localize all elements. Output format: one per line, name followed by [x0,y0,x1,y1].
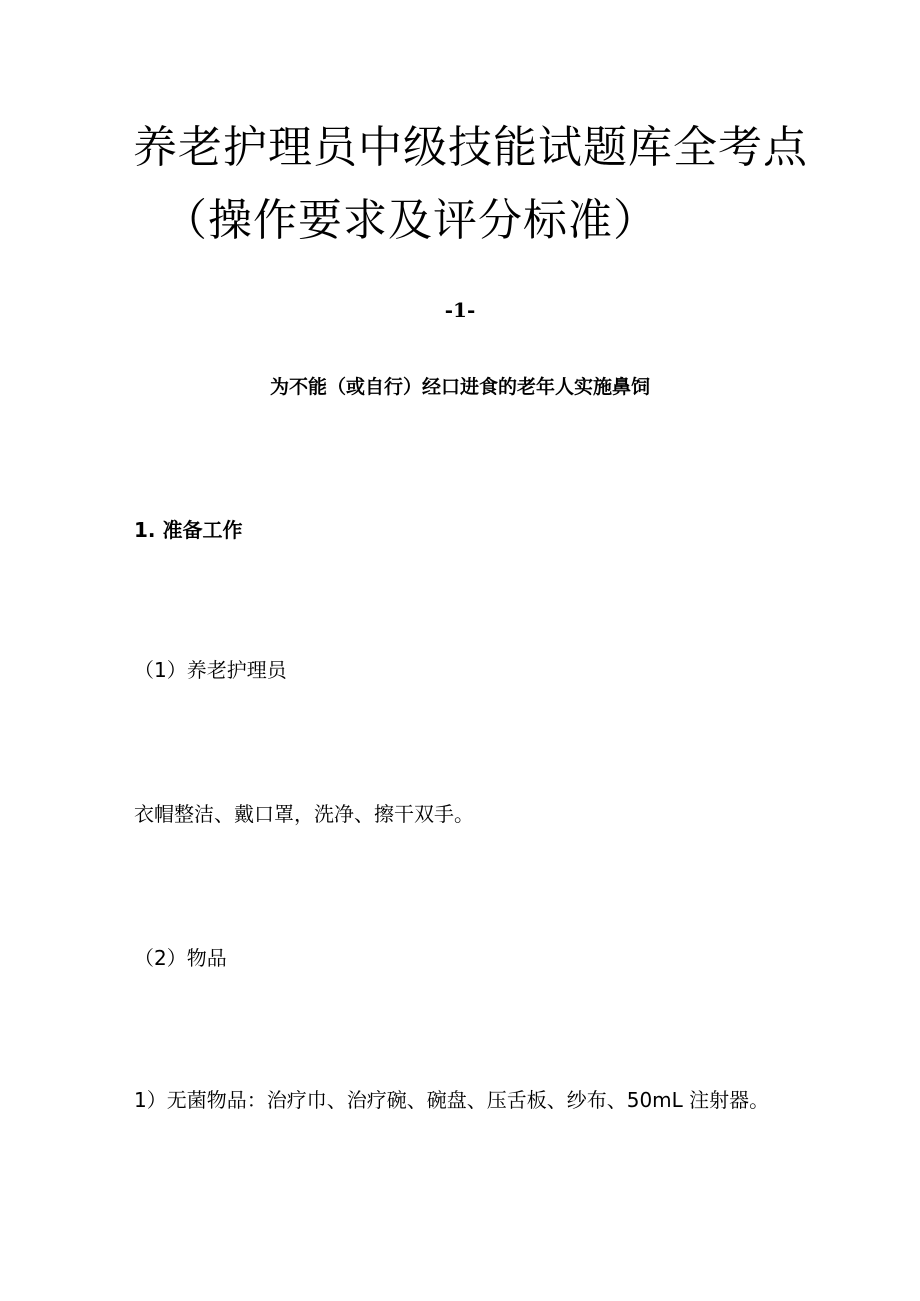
subsection-heading-preparation: 1. 准备工作 [134,518,243,542]
paragraph-sterile-supplies: 1）无菌物品：治疗巾、治疗碗、碗盘、压舌板、纱布、50mL 注射器。 [134,1088,770,1112]
document-title-line-1: 养老护理员中级技能试题库全考点 [133,122,808,173]
section-heading: 为不能（或自行）经口进食的老年人实施鼻饲 [269,376,650,398]
document-title-line-2: （操作要求及评分标准） [163,195,658,246]
list-item-supplies: （2）物品 [134,946,227,970]
paragraph-caregiver-requirements: 衣帽整洁、戴口罩，洗净、擦干双手。 [134,802,474,826]
list-item-caregiver: （1）养老护理员 [134,658,287,682]
page-number: -1- [444,298,476,322]
